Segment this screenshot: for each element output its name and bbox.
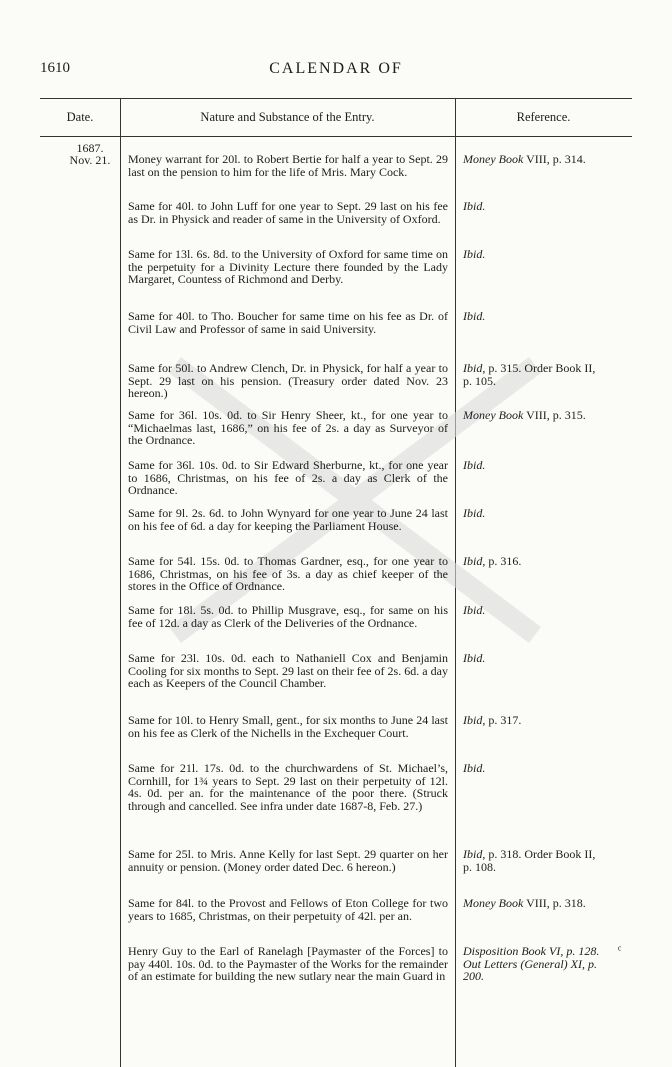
- reference-title: Ibid: [463, 713, 483, 727]
- entry-reference: [463, 459, 605, 472]
- entry-reference: [463, 409, 605, 422]
- entry-reference: [463, 153, 605, 166]
- reference-title: Disposition Book VI, p. 128. Out Letters (General) XI, p. 200.: [463, 944, 600, 983]
- entry-reference: [463, 507, 605, 520]
- entry-reference: [463, 762, 605, 775]
- entry-text: Same for 84l. to the Provost and Fellows of Eton College for two years to 1685, Christmas, on their perpetuity of 42l. per an.: [128, 896, 448, 923]
- page-number: 1610: [40, 60, 70, 76]
- column-divider-reference: [455, 98, 456, 1067]
- entry-text: Same for 36l. 10s. 0d. to Sir Henry Sheer, kt., for one year to “Michaelmas last, 1686,” on his fee of 2s. a day as Surveyor of the Ordnance.: [128, 408, 448, 447]
- page-header: [40, 60, 632, 86]
- date-day: Nov. 21.: [69, 153, 111, 167]
- column-divider-date: [120, 98, 121, 1067]
- reference-title: Ibid.: [463, 603, 486, 617]
- reference-title: Money Book: [463, 408, 524, 422]
- margin-mark: ᶜ: [618, 942, 622, 957]
- reference-page: , p. 315. Order Book II, p. 105.: [463, 361, 596, 388]
- reference-page: , p. 318. Order Book II, p. 108.: [463, 847, 596, 874]
- reference-title: Ibid.: [463, 506, 486, 520]
- reference-title: Ibid.: [463, 458, 486, 472]
- entry-text: Same for 36l. 10s. 0d. to Sir Edward Sherburne, kt., for one year to 1686, Christmas, on his fee of 2s. a day as Clerk of the Ordnance.: [128, 458, 448, 497]
- reference-title: Ibid: [463, 361, 483, 375]
- entry-reference: [463, 897, 605, 910]
- reference-page: , p. 316.: [482, 554, 522, 568]
- reference-page: , p. 317.: [482, 713, 522, 727]
- entry-text: Same for 40l. to Tho. Boucher for same time on his fee as Dr. of Civil Law and Professor of same in said University.: [128, 309, 448, 336]
- reference-page: VIII, p. 315.: [523, 408, 586, 422]
- reference-title: Ibid: [463, 554, 483, 568]
- entry-text: Same for 9l. 2s. 6d. to John Wynyard for one year to June 24 last on his fee of 6d. a day for keeping the Parliament House.: [128, 506, 448, 533]
- entry-reference: [463, 248, 605, 261]
- reference-page: VIII, p. 318.: [523, 896, 586, 910]
- entry-text: Same for 18l. 5s. 0d. to Phillip Musgrave, esq., for same on his fee of 12d. a day as Clerk of the Deliveries of the Ordnance.: [128, 603, 448, 630]
- entry-text: Same for 13l. 6s. 8d. to the University of Oxford for same time on the perpetuity for a Divinity Lecture there founded by the Lady Margaret, Countess of Richmond and Derby.: [128, 247, 448, 286]
- reference-title: Ibid.: [463, 761, 486, 775]
- entry-reference: [463, 362, 605, 387]
- reference-title: Ibid: [463, 847, 483, 861]
- entry-text: Henry Guy to the Earl of Ranelagh [Paymaster of the Forces] to pay 440l. 10s. 0d. to the Paymaster of the Works for the remainder of an estimate for building the new sutlary near the main Guard in: [128, 944, 448, 983]
- reference-title: Ibid.: [463, 247, 486, 261]
- entry-reference: [463, 714, 605, 727]
- reference-title: Ibid.: [463, 309, 486, 323]
- date-year: 1687.: [76, 141, 104, 155]
- entry-text: Same for 50l. to Andrew Clench, Dr. in Physick, for half a year to Sept. 29 last on his pension. (Treasury order dated Nov. 23 hereon.): [128, 361, 448, 400]
- entry-text: Same for 23l. 10s. 0d. each to Nathaniell Cox and Benjamin Cooling for six months to Sept. 29 last on their fee of 2s. 6d. a day each as Keepers of the Council Chamber.: [128, 651, 448, 690]
- reference-title: Money Book: [463, 152, 524, 166]
- entry-text: Same for 40l. to John Luff for one year to Sept. 29 last on his fee as Dr. in Physick and reader of same in the University of Oxford.: [128, 199, 448, 226]
- entry-text: Same for 25l. to Mris. Anne Kelly for last Sept. 29 quarter on her annuity or pension. (Money order dated Dec. 6 hereon.): [128, 847, 448, 874]
- entry-reference: [463, 945, 605, 983]
- reference-page: VIII, p. 314.: [523, 152, 586, 166]
- entry-reference: [463, 604, 605, 617]
- column-header-date: Date.: [66, 110, 94, 124]
- entry-text: Same for 54l. 15s. 0d. to Thomas Gardner, esq., for one year to 1686, Christmas, on his fee of 3s. a day as chief keeper of the stores in the Office of Ordnance.: [128, 554, 448, 593]
- entry-text: Same for 10l. to Henry Small, gent., for six months to June 24 last on his fee as Clerk of the Nichells in the Exchequer Court.: [128, 713, 448, 740]
- entry-reference: [463, 200, 605, 213]
- reference-title: Money Book: [463, 896, 524, 910]
- running-title: CALENDAR OF: [269, 60, 403, 77]
- reference-title: Ibid.: [463, 199, 486, 213]
- entry-text: Money warrant for 20l. to Robert Bertie for half a year to Sept. 29 last on the pension to him for the life of Mris. Mary Cock.: [128, 152, 448, 179]
- reference-title: Ibid.: [463, 651, 486, 665]
- table-top-rule: [40, 98, 632, 99]
- entry-text: Same for 21l. 17s. 0d. to the churchwardens of St. Michael’s, Cornhill, for 1¾ years to Sept. 29 last on their perpetuity of 12l. 4s. 0d. per an. for the maintenance of the poor there. (Struck through and cancelled. See infra under date 1687-8, Feb. 27.): [128, 761, 448, 813]
- entry-reference: [463, 848, 605, 873]
- header-bottom-rule: [40, 136, 632, 137]
- entry-reference: [463, 310, 605, 323]
- entry-reference: [463, 652, 605, 665]
- column-header-reference: Reference.: [516, 110, 571, 124]
- entry-reference: [463, 555, 605, 568]
- column-header-nature: Nature and Substance of the Entry.: [200, 110, 375, 124]
